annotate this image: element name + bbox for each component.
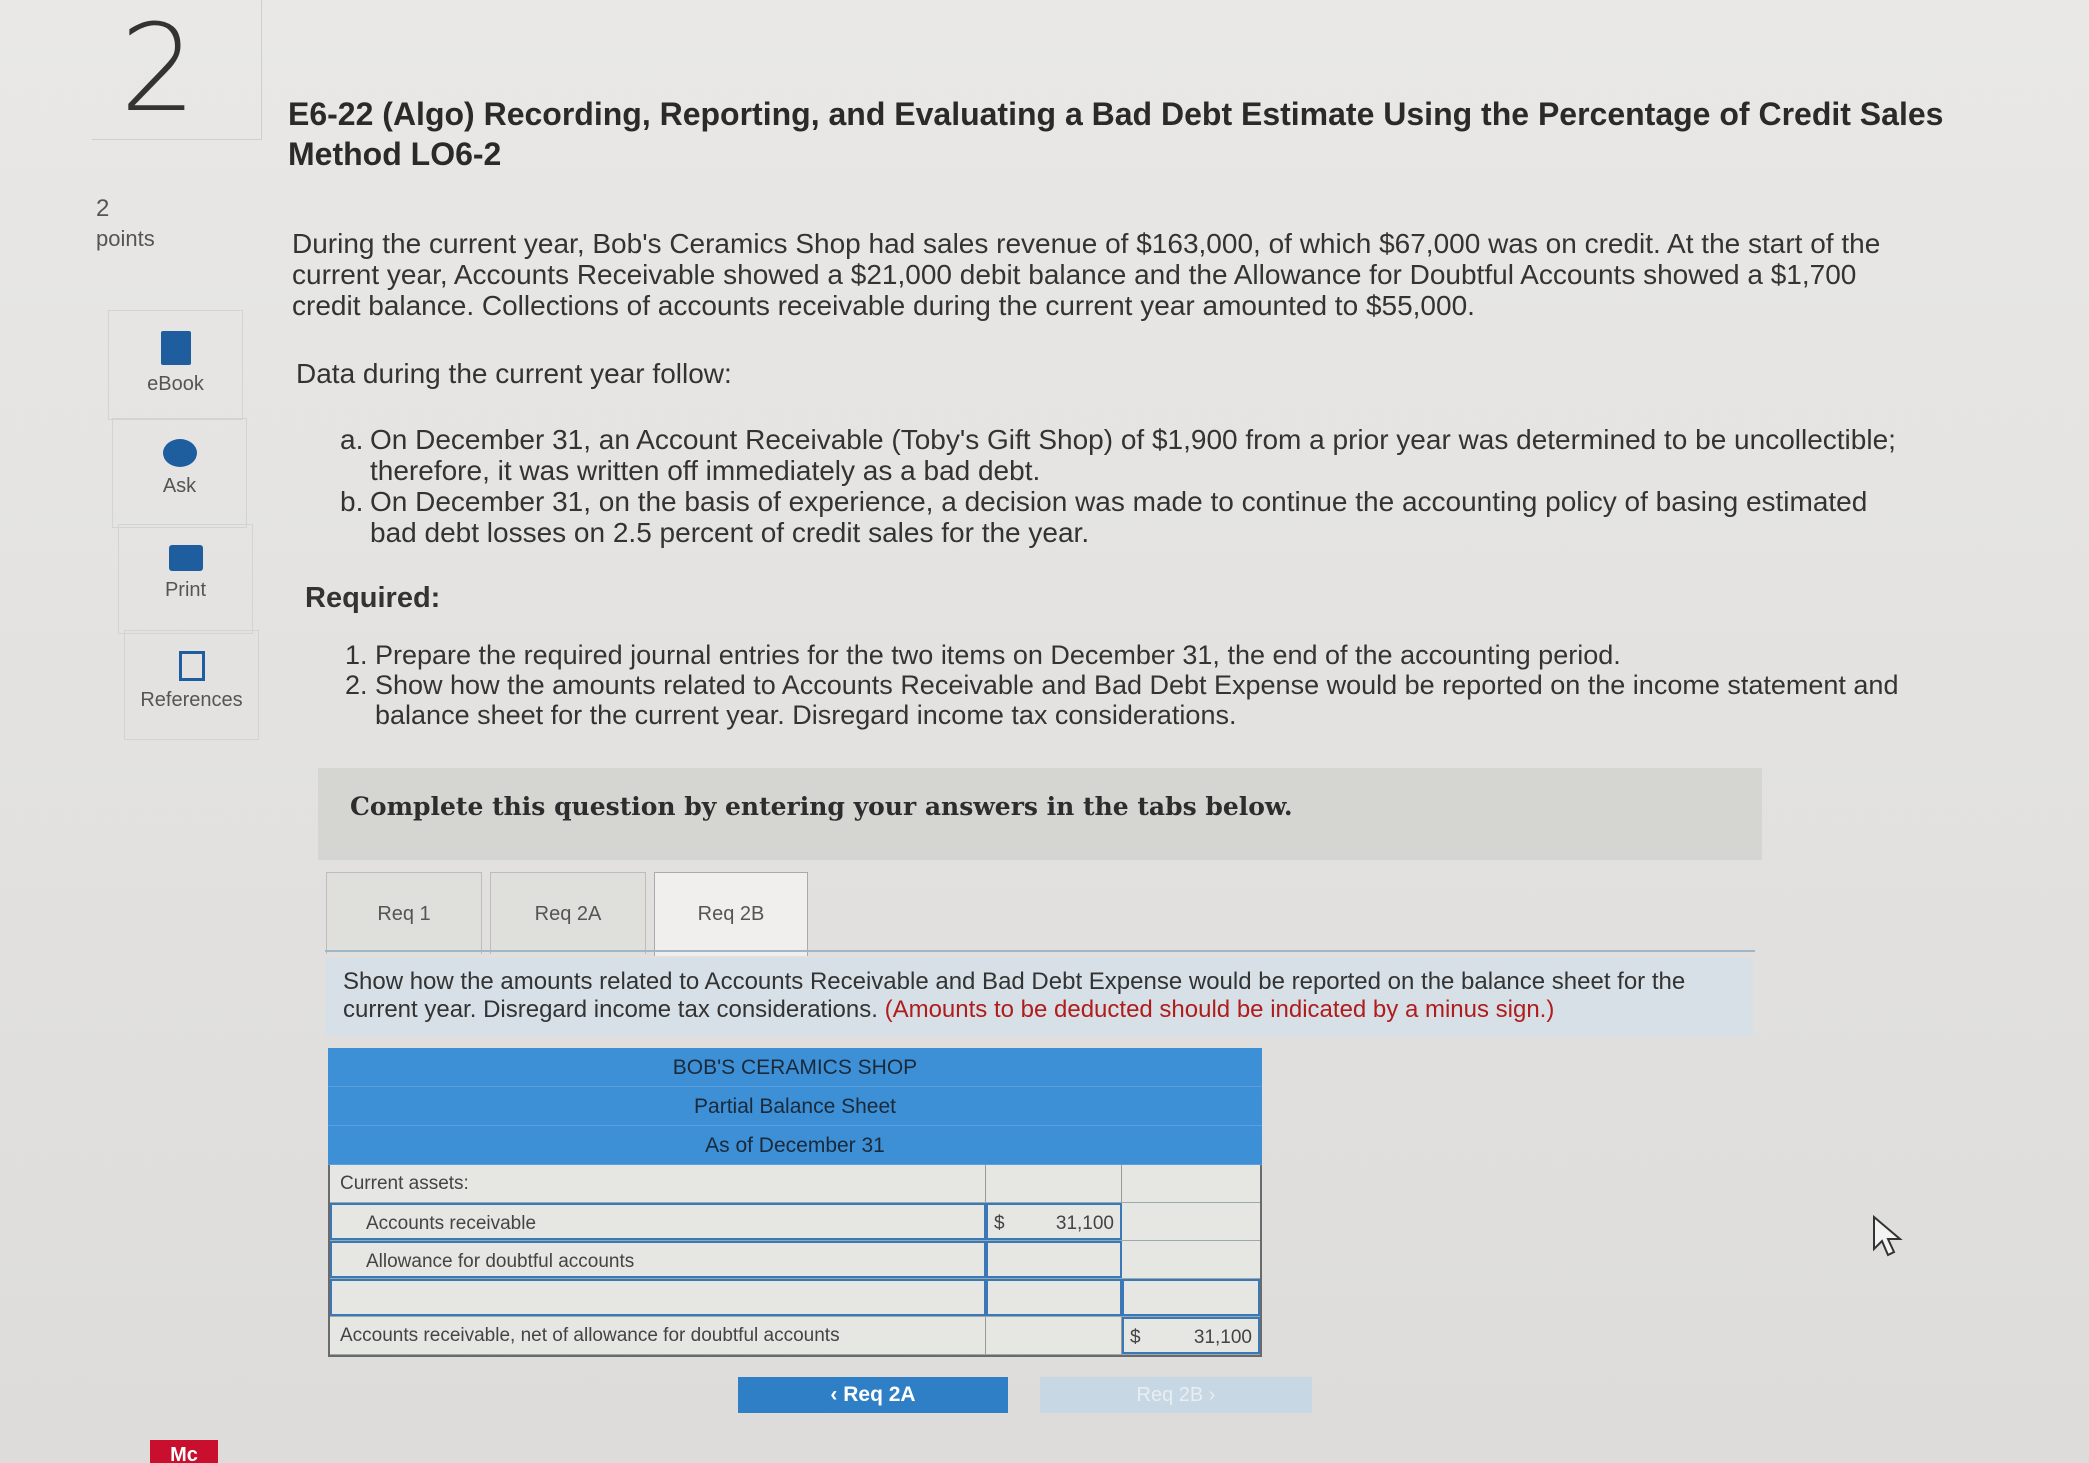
total-input[interactable]: $ 31,100	[1122, 1317, 1260, 1354]
instruction-text: Complete this question by entering your answers in the tabs below.	[350, 792, 1293, 821]
problem-intro: During the current year, Bob's Ceramics Shop had sales revenue of $163,000, of which $67,000 was on credit. At the start of the current year, Accounts Receivable showed a $21,000 debit balance and the Allowance for Doubtful Accounts showed a $1,700 credit balance. Collections of accounts receivable during the current year amounted to $55,000.	[292, 228, 1881, 321]
balance-sheet-table	[328, 1048, 1262, 1357]
amount-input[interactable]	[986, 1279, 1122, 1316]
data-intro: Data during the current year follow:	[296, 358, 732, 389]
tab-req-2a[interactable]: Req 2A	[490, 872, 646, 954]
book-icon	[161, 331, 191, 365]
statement-date: As of December 31	[705, 1134, 885, 1157]
tab-instruction-note: (Amounts to be deducted should be indicated by a minus sign.)	[884, 996, 1555, 1023]
question-number: 2	[120, 0, 197, 139]
tab-req-1[interactable]: Req 1	[326, 872, 482, 954]
tab-instruction-text: Show how the amounts related to Accounts Receivable and Bad Debt Expense would be reported on the balance sheet for the current year. Disregard income tax considerations.	[343, 968, 1686, 1023]
company-name: BOB'S CERAMICS SHOP	[672, 1056, 918, 1079]
table-row	[330, 1203, 1260, 1241]
ask-button[interactable]	[112, 418, 247, 528]
requirement-2	[345, 670, 1925, 730]
tab-instruction	[325, 958, 1753, 1036]
total-cell	[1122, 1203, 1260, 1240]
requirement-marker: 1.	[345, 640, 368, 670]
data-item-b	[340, 486, 1920, 548]
print-label: Print	[164, 579, 207, 601]
table-row	[330, 1317, 1260, 1355]
data-item-a	[340, 424, 1920, 486]
points-value: 2	[96, 195, 110, 222]
printer-icon	[169, 545, 203, 571]
references-label: References	[140, 689, 243, 711]
required-heading: Required:	[305, 582, 441, 614]
item-text: On December 31, on the basis of experience, a decision was made to continue the accounting policy of basing estimated bad debt losses on 2.5 percent of credit sales for the year.	[370, 486, 1868, 548]
account-select[interactable]: Allowance for doubtful accounts	[330, 1241, 986, 1278]
statement-body	[328, 1165, 1262, 1357]
account-select[interactable]	[330, 1279, 986, 1316]
requirement-marker: 2.	[345, 670, 368, 700]
row-label: Current assets:	[330, 1165, 986, 1202]
item-marker: a.	[340, 424, 364, 455]
amount-input[interactable]	[986, 1241, 1122, 1278]
chevron-left-icon: ‹	[830, 1383, 838, 1406]
requirement-1	[345, 640, 1925, 670]
ask-label: Ask	[162, 475, 197, 497]
total-cell	[1122, 1165, 1260, 1202]
problem-title: E6-22 (Algo) Recording, Reporting, and Evaluating a Bad Debt Estimate Using the Percentage of Credit Sales Method LO6-2	[288, 96, 1944, 172]
table-row	[330, 1165, 1260, 1203]
print-button[interactable]	[118, 524, 253, 634]
next-tab-button[interactable]	[1040, 1377, 1312, 1413]
references-button[interactable]	[124, 630, 259, 740]
row-label: Accounts receivable, net of allowance for doubtful accounts	[330, 1317, 986, 1354]
account-select[interactable]: Accounts receivable	[330, 1203, 986, 1240]
mcgraw-hill-logo: Mc	[150, 1440, 218, 1463]
statement-name: Partial Balance Sheet	[694, 1095, 896, 1118]
chat-bubble-icon	[163, 439, 197, 467]
item-marker: b.	[340, 486, 364, 517]
tab-divider	[325, 950, 1755, 952]
prev-tab-label: Req 2A	[843, 1383, 916, 1406]
next-tab-label: Req 2B	[1136, 1384, 1204, 1406]
item-text: On December 31, an Account Receivable (Toby's Gift Shop) of $1,900 from a prior year was determined to be uncollectible; therefore, it was written off immediately as a bad debt.	[370, 424, 1896, 486]
statement-name-row	[328, 1087, 1262, 1126]
points-label: points	[96, 226, 155, 251]
amount-cell	[986, 1165, 1122, 1202]
table-row	[330, 1241, 1260, 1279]
total-cell	[1122, 1241, 1260, 1278]
ebook-button[interactable]	[108, 310, 243, 420]
company-name-row	[328, 1048, 1262, 1087]
requirement-text: Prepare the required journal entries for the two items on December 31, the end of the accounting period.	[375, 640, 1621, 670]
ebook-label: eBook	[147, 373, 204, 395]
chevron-right-icon: ›	[1208, 1384, 1216, 1406]
amount-input[interactable]: $ 31,100	[986, 1203, 1122, 1240]
prev-tab-button[interactable]	[738, 1377, 1008, 1413]
copy-icon	[179, 651, 205, 681]
statement-date-row	[328, 1126, 1262, 1165]
mouse-pointer-icon	[1870, 1215, 1904, 1257]
amount-cell	[986, 1317, 1122, 1354]
total-input[interactable]	[1122, 1279, 1260, 1316]
table-row	[330, 1279, 1260, 1317]
tab-req-2b[interactable]: Req 2B	[654, 872, 808, 956]
requirement-text: Show how the amounts related to Accounts Receivable and Bad Debt Expense would be reported on the income statement and balance sheet for the current year. Disregard income tax considerations.	[375, 670, 1899, 730]
